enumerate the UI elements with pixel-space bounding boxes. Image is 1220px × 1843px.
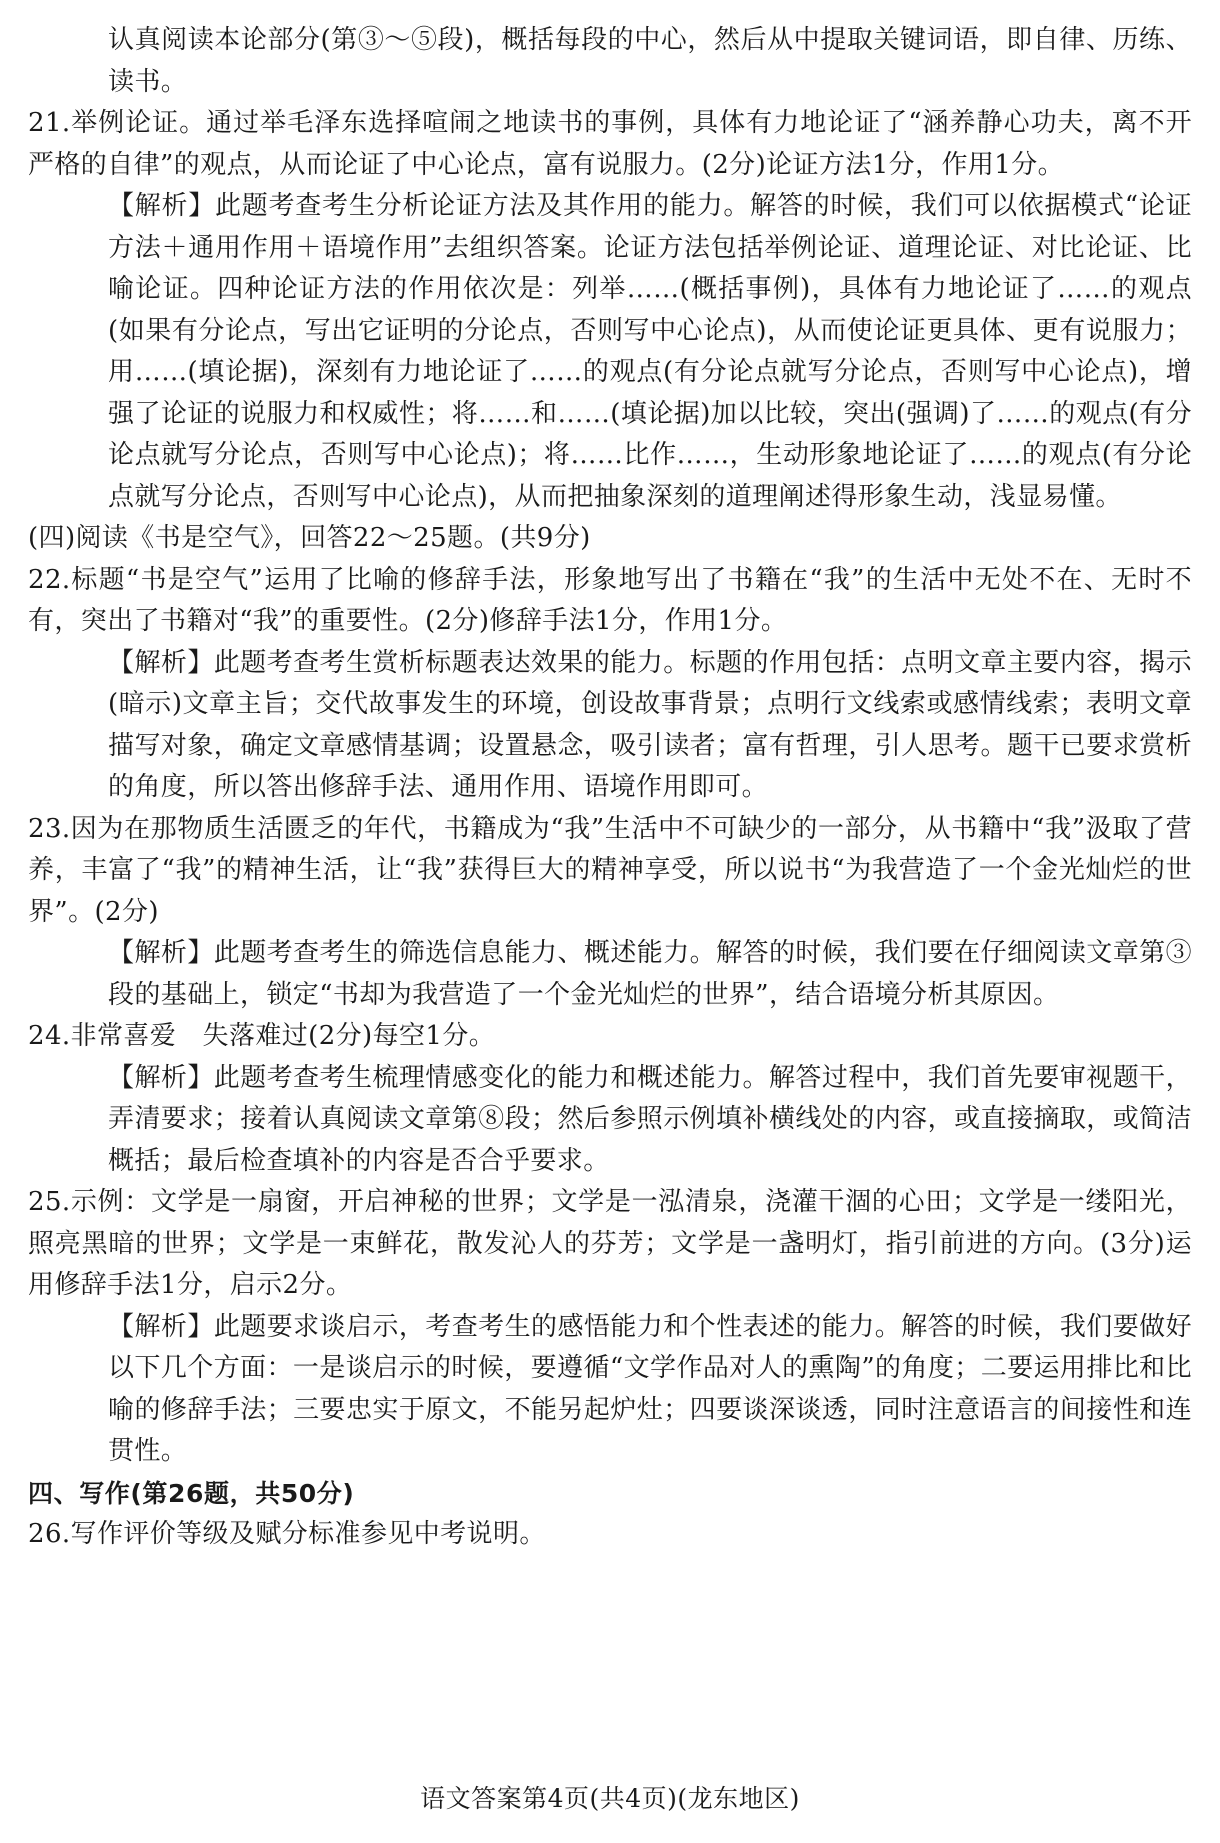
answer-21: 21.举例论证。通过举毛泽东选择喧闹之地读书的事例，具体有力地论证了“涵养静心功夫，离不开严格的自律”的观点，从而论证了中心论点，富有说服力。(2分)论证方法1分，作用1分。 (28, 108, 1192, 180)
answer-21-analysis: 【解析】此题考查考生分析论证方法及其作用的能力。解答的时候，我们可以依据模式“论证方法＋通用作用＋语境作用”去组织答案。论证方法包括举例论证、道理论证、对比论证、比喻论证。四种论证方法的作用依次是：列举……(概括事例)，具体有力地论证了……的观点(如果有分论点，写出它证明的分论点，否则写中心论点)，从而使论证更具体、更有说服力；用……(填论据)，深刻有力地论证了……的观点(有分论点就写分论点，否则写中心论点)，增强了论证的说服力和权威性；将……和……(填论据)加以比较，突出(强调)了……的观点(有分论点就写分论点，否则写中心论点)；将……比作……，生动形象地论证了……的观点(有分论点就写分论点，否则写中心论点)，从而把抽象深刻的道理阐述得形象生动，浅显易懂。 (108, 191, 1192, 512)
answer-26: 26.写作评价等级及赋分标准参见中考说明。 (28, 1519, 546, 1549)
answer-25-analysis: 【解析】此题要求谈启示，考查考生的感悟能力和个性表述的能力。解答的时候，我们要做好以下几个方面：一是谈启示的时候，要遵循“文学作品对人的熏陶”的角度；二要运用排比和比喻的修辞手法；三要忠实于原文，不能另起炉灶；四要谈深谈透，同时注意语言的间接性和连贯性。 (108, 1311, 1192, 1466)
answer-24-analysis: 【解析】此题考查考生梳理情感变化的能力和概述能力。解答过程中，我们首先要审视题干，弄清要求；接着认真阅读文章第⑧段；然后参照示例填补横线处的内容，或直接摘取，或简洁概括；最后检查填补的内容是否合乎要求。 (108, 1062, 1192, 1176)
reading-part-4-heading: (四)阅读《书是空气》，回答22～25题。(共9分) (28, 523, 591, 553)
page-content (28, 20, 1192, 1556)
answer-22: 22.标题“书是空气”运用了比喻的修辞手法，形象地写出了书籍在“我”的生活中无处不在、无时不有，突出了书籍对“我”的重要性。(2分)修辞手法1分，作用1分。 (28, 564, 1192, 636)
answer-23-analysis: 【解析】此题考查考生的筛选信息能力、概述能力。解答的时候，我们要在仔细阅读文章第③段的基础上，锁定“书却为我营造了一个金光灿烂的世界”，结合语境分析其原因。 (108, 938, 1192, 1010)
page-footer: 语文答案第4页(共4页)(龙东地区) (420, 1784, 800, 1813)
answer-25: 25.示例：文学是一扇窗，开启神秘的世界；文学是一泓清泉，浇灌干涸的心田；文学是一缕阳光，照亮黑暗的世界；文学是一束鲜花，散发沁人的芬芳；文学是一盏明灯，指引前进的方向。(3分)运用修辞手法1分，启示2分。 (28, 1187, 1192, 1300)
q20-continuation: 认真阅读本论部分(第③～⑤段)，概括每段的中心，然后从中提取关键词语，即自律、历练、读书。 (108, 25, 1192, 97)
writing-section-heading: 四、写作(第26题，共50分) (28, 1478, 355, 1508)
answer-22-analysis: 【解析】此题考查考生赏析标题表达效果的能力。标题的作用包括：点明文章主要内容，揭示(暗示)文章主旨；交代故事发生的环境，创设故事背景；点明行文线索或感情线索；表明文章描写对象，确定文章感情基调；设置悬念，吸引读者；富有哲理，引人思考。题干已要求赏析的角度，所以答出修辞手法、通用作用、语境作用即可。 (108, 647, 1192, 802)
answer-24: 24.非常喜爱 失落难过(2分)每空1分。 (28, 1021, 496, 1051)
answer-23: 23.因为在那物质生活匮乏的年代，书籍成为“我”生活中不可缺少的一部分，从书籍中“我”汲取了营养，丰富了“我”的精神生活，让“我”获得巨大的精神享受，所以说书“为我营造了一个金光灿烂的世界”。(2分) (28, 813, 1192, 927)
